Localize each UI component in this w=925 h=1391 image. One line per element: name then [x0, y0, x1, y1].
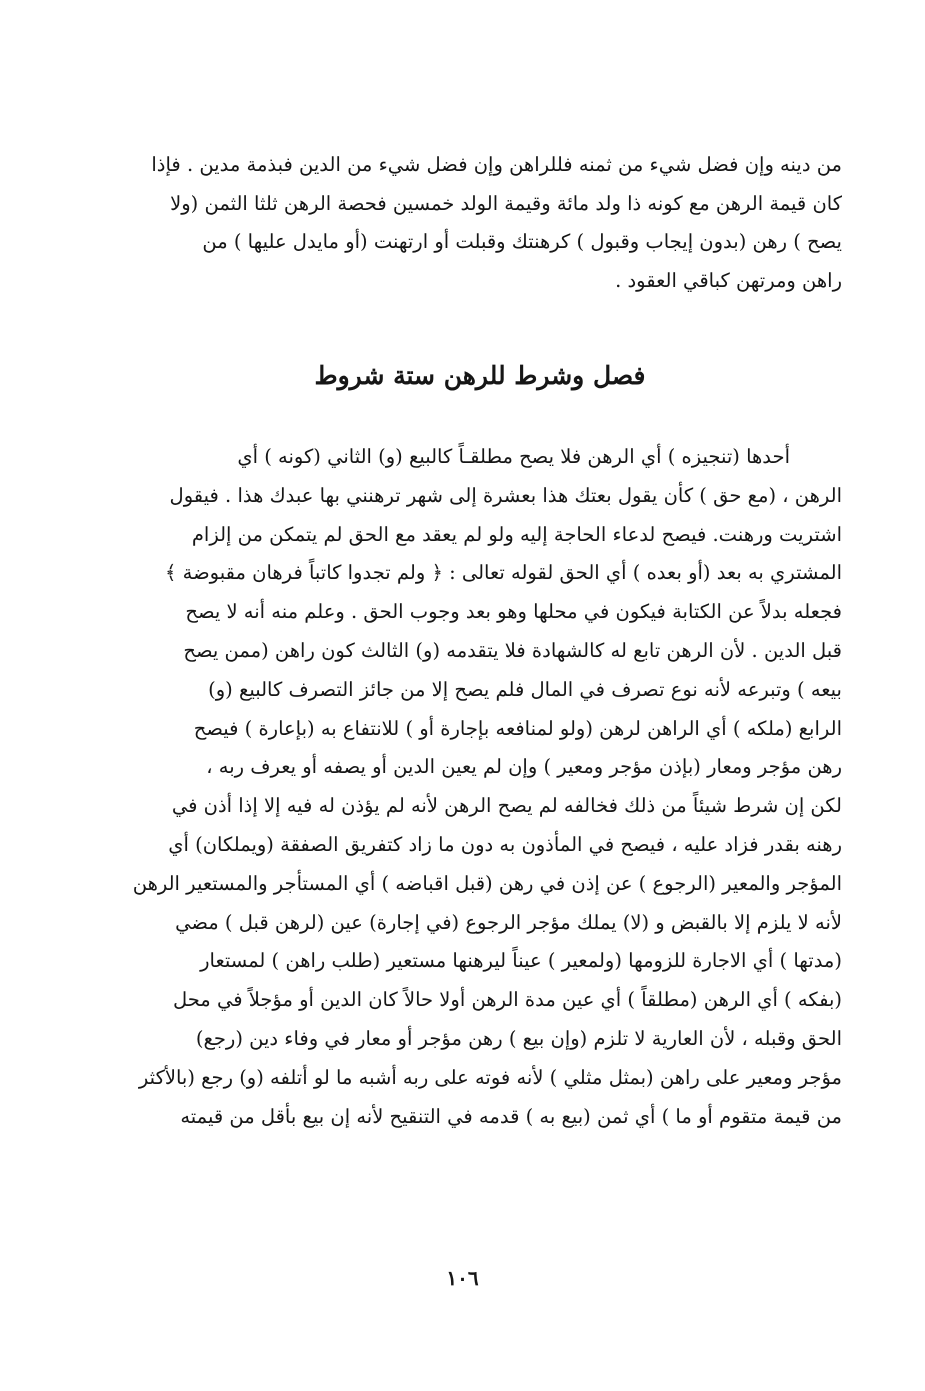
- text-line: مؤجر ومعير على راهن (بمثل مثلي ) لأنه فوته على ربه أشبه ما لو أتلفه (و) رجع (بالأكثر: [138, 1065, 842, 1089]
- text-line: الرابع (ملكه ) أي الراهن لرهن (ولو لمنافعه بإجارة أو ) للانتفاع به (بإعارة ) فيصح: [193, 716, 842, 740]
- top-paragraph: [118, 146, 842, 300]
- text-line: (مدتها ) أي الاجارة للزومها (ولمعير ) عيناً ليرهنها مستعير (طلب راهن ) لمستعار: [200, 949, 842, 973]
- text-line: من دينه وإن فضل شيء من ثمنه فللراهن وإن فضل شيء من الدين فبذمة مدين . فإذا: [151, 153, 842, 176]
- page-number: ١٠٦: [446, 1266, 479, 1290]
- text-line: اشتريت ورهنت. فيصح لدعاء الحاجة إليه ولو لم يعقد مع الحق لم يتمكن من إلزام: [191, 522, 842, 546]
- text-line: (بفكه ) أي الرهن (مطلقاً ) أي عين مدة الرهن أولا حالاً كان الدين أو مؤجلاً في محل: [172, 988, 842, 1012]
- text-line: رهن مؤجر ومعار (بإذن مؤجر ومعير ) وإن لم يعين الدين أو يصفه أو يعرف ربه ،: [206, 755, 842, 779]
- text-line: لأنه لا يلزم إلا بالقبض و (لا) يملك مؤجر الرجوع (في إجارة) عين (لرهن قبل ) مضي: [175, 910, 842, 934]
- text-line: من قيمة متقوم أو ما ) أي ثمن (بيع به ) قدمه في التنقيح لأنه إن بيع بأقل من قيمته: [180, 1104, 842, 1128]
- text-line: المشتري به بعد (أو بعده ) أي الحق لقوله تعالى : ﴿ ولم تجدوا كاتباً فرهان مقبوضة ﴾: [165, 561, 842, 585]
- text-line: الرهن ، (مع حق ) كأن يقول بعتك هذا بعشرة إلى شهر ترهنني بها عبدك هذا . فيقول: [169, 483, 842, 507]
- text-line: رهنه بقدر فزاد عليه ، فيصح في المأذون به دون ما زاد كتفريق الصفقة (ويملكان) أي: [168, 832, 842, 856]
- section-heading: فصل وشرط للرهن ستة شروط: [314, 361, 646, 390]
- text-line: المؤجر والمعير (الرجوع ) عن إذن في رهن (قبل اقباضه ) أي المستأجر والمستعير الرهن: [132, 871, 842, 895]
- text-line: قبل الدين . لأن الرهن تابع له كالشهادة فلا يتقدمه (و) الثالث كون راهن (ممن يصح: [183, 638, 842, 662]
- text-line: راهن ومرتهن كباقي العقود .: [615, 268, 842, 292]
- text-line: الحق وقبله ، لأن العارية لا تلزم (وإن بيع ) رهن مؤجر أو معار في وفاء دين (رجع): [195, 1026, 842, 1050]
- text-line: بيعه ) وتبرعه لأنه نوع تصرف في المال فلم يصح إلا من جائز التصرف كالبيع (و): [208, 677, 842, 701]
- main-paragraph: [118, 438, 842, 1136]
- text-line: أحدها (تنجيزه ) أي الرهن فلا يصح مطلقـاً كالبيع (و) الثاني (كونه ) أي: [237, 445, 790, 468]
- text-line: فجعله بدلاً عن الكتابة فيكون في محلها وهو بعد وجوب الحق . وعلم منه أنه لا يصح: [185, 600, 842, 624]
- text-line: يصح ) رهن (بدون إيجاب وقبول ) كرهنتك وقبلت أو ارتهنت (أو مايدل عليها ) من: [202, 230, 842, 254]
- text-line: كان قيمة الرهن مع كونه ذا ولد مائة وقيمة الولد خمسين فحصة الرهن ثلثا الثمن (ولا: [170, 191, 842, 215]
- text-line: لكن إن شرط شيئاً من ذلك فخالفه لم يصح الرهن لأنه لم يؤذن له فيه إلا إذا أذن في: [171, 794, 842, 818]
